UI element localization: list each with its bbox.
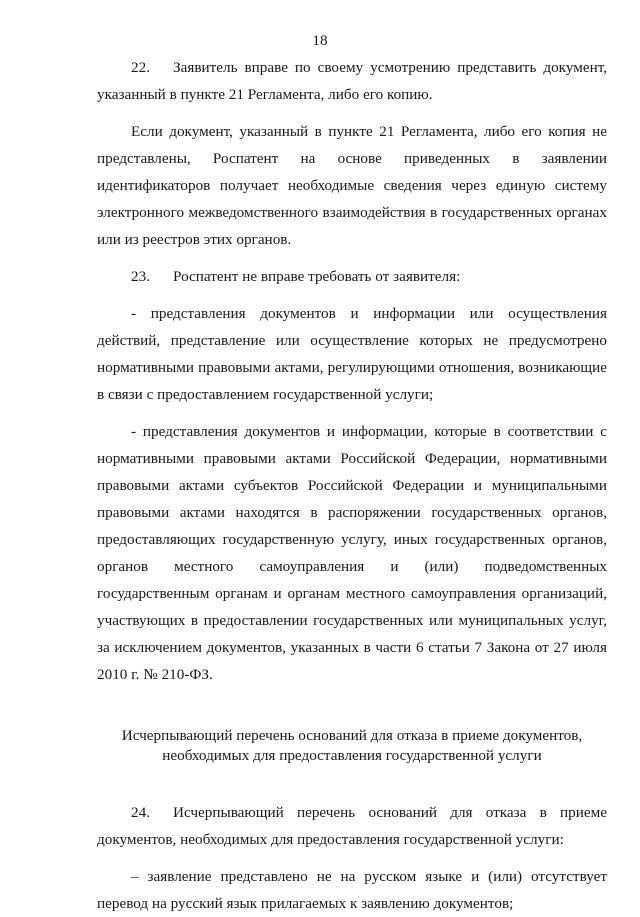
paragraph-23-number: 23. xyxy=(131,268,150,285)
paragraph-23-text: Роспатент не вправе требовать от заявителя: xyxy=(173,268,461,285)
document-body xyxy=(97,54,607,917)
paragraph-23-item-1: - представления документов и информации или осуществления действий, представление или осуществление которых не предусмотрено нормативными правовыми актами, регулирующими отношения, возникающие в связи с предоставлением государственной услуги; xyxy=(97,305,607,403)
page-number: 18 xyxy=(312,32,328,49)
paragraph-23-item-2: - представления документов и информации, которые в соответствии с нормативными правовыми актами Российской Федерации, нормативными правовыми актами субъектов Российской Федерации и муниципальными правовыми актами находятся в распоряжении государственных органов, предоставляющих государственную услугу, иных государственных органов, органов местного самоуправления и (или) подведомственных государственным органам и органам местного самоуправления организаций, участвующих в предоставлении государственных или муниципальных услуг, за исключением документов, указанных в части 6 статьи 7 Закона от 27 июля 2010 г. № 210-ФЗ. xyxy=(97,423,607,683)
paragraph-24 xyxy=(97,799,607,853)
paragraph-22-number: 22. xyxy=(131,59,150,76)
paragraph-24-item-1: – заявление представлено не на русском языке и (или) отсутствует перевод на русский язык прилагаемых к заявлению документов; xyxy=(97,868,607,912)
paragraph-24-text: Исчерпывающий перечень оснований для отказа в приеме документов, необходимых для предоставления государственной услуги: xyxy=(97,804,607,848)
paragraph-22-text: Заявитель вправе по своему усмотрению представить документ, указанный в пункте 21 Регламента, либо его копию. xyxy=(97,59,607,103)
section-heading-line-1: Исчерпывающий перечень оснований для отказа в приеме документов, xyxy=(121,727,583,744)
section-heading xyxy=(97,726,607,766)
paragraph-24-number: 24. xyxy=(131,804,150,821)
paragraph-22 xyxy=(97,54,607,108)
paragraph-22-continuation: Если документ, указанный в пункте 21 Регламента, либо его копия не представлены, Роспатент на основе приведенных в заявлении идентификаторов получает необходимые сведения через единую систему электронного межведомственного взаимодействия в государственных органах или из реестров этих органов. xyxy=(97,123,607,248)
section-heading-line-2: необходимых для предоставления государственной услуги xyxy=(162,747,542,764)
paragraph-23 xyxy=(97,263,607,290)
